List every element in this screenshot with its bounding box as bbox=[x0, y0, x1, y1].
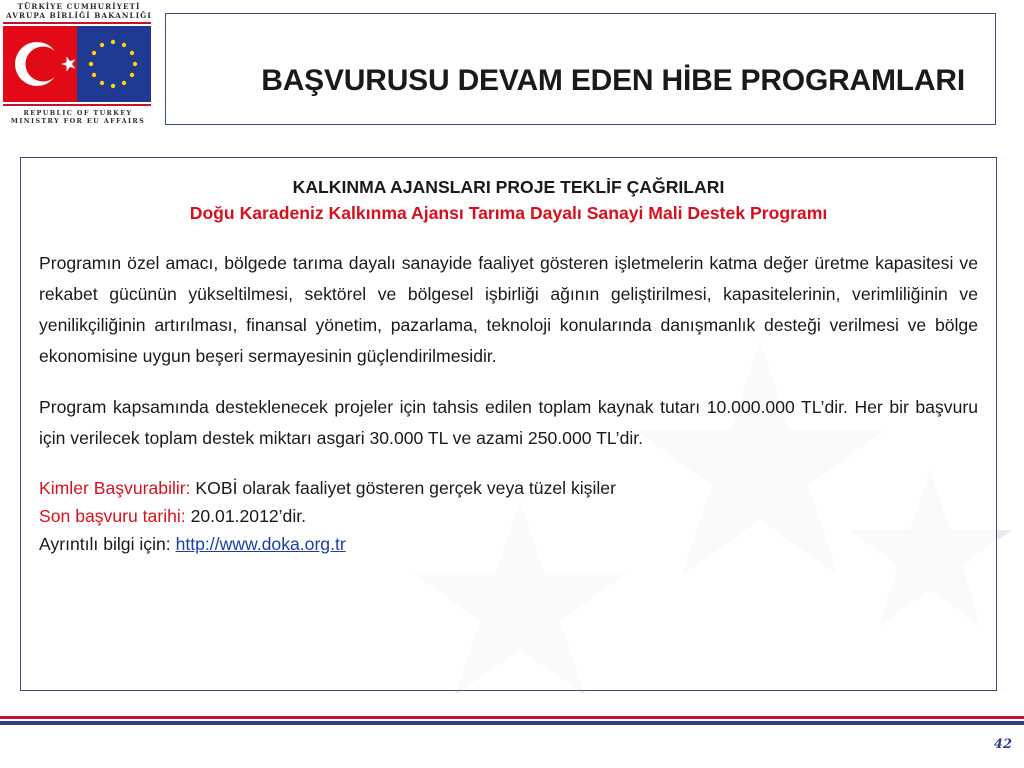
content-frame bbox=[20, 157, 997, 691]
eligibility-line bbox=[39, 474, 978, 502]
title-frame bbox=[165, 13, 996, 125]
info-line bbox=[39, 530, 978, 558]
eligibility-label: Kimler Başvurabilir: bbox=[39, 478, 191, 498]
logo-top-line-1: TÜRKİYE CUMHURİYETİ bbox=[17, 2, 141, 11]
content-body bbox=[39, 174, 978, 558]
program-purpose-paragraph: Programın özel amacı, bölgede tarıma dayalı sanayide faaliyet gösteren işletmelerin katma değer üretme kapasitesi ve rekabet gücünün yükseltilmesi, sektörel ve bölgesel işbirliği ağının geliştirilmesi, kapasitelerinin, verimliliğinin ve yenilikçiliğinin artırılması, finansal yönetim, pazarlama, teknoloji konularında danışmanlık desteği verilmesi ve bölge ekonomisine uygun beşeri sermayesinin güçlendirilmesidir. bbox=[39, 253, 978, 366]
doka-website-link[interactable]: http://www.doka.org.tr bbox=[175, 534, 346, 554]
turkey-eu-flags-emblem bbox=[3, 26, 151, 102]
program-title: Doğu Karadeniz Kalkınma Ajansı Tarıma Dayalı Sanayi Mali Destek Programı bbox=[189, 203, 828, 223]
deadline-line bbox=[39, 502, 978, 530]
section-heading: KALKINMA AJANSLARI PROJE TEKLİF ÇAĞRILARI bbox=[292, 177, 725, 197]
program-budget-paragraph: Program kapsamında desteklenecek projeler için tahsis edilen toplam kaynak tutarı 10.000.000 TL’dir. Her bir başvuru için verilecek toplam destek miktarı asgari 30.000 TL ve azami 250.000 TL’dir. bbox=[39, 397, 978, 448]
deadline-value: 20.01.2012’dir. bbox=[185, 506, 307, 526]
logo-top-text bbox=[6, 2, 152, 20]
logo-bottom-line-1: REPUBLIC OF TURKEY bbox=[23, 109, 133, 117]
page-number: 42 bbox=[993, 737, 1012, 752]
footer-red-bar bbox=[0, 716, 1024, 719]
page-title: BAŞVURUSU DEVAM EDEN HİBE PROGRAMLARI bbox=[261, 64, 965, 97]
logo-bottom-line-2: MINISTRY FOR EU AFFAIRS bbox=[10, 117, 146, 125]
logo-bottom-text bbox=[4, 109, 152, 125]
logo-divider-bottom bbox=[3, 104, 151, 106]
info-label: Ayrıntılı bilgi için: bbox=[39, 534, 176, 554]
ministry-logo bbox=[0, 0, 154, 128]
logo-top-line-2: AVRUPA BİRLİĞİ BAKANLIĞI bbox=[6, 11, 152, 20]
deadline-label: Son başvuru tarihi: bbox=[39, 506, 186, 526]
footer-blue-bar bbox=[0, 721, 1024, 725]
eligibility-value: KOBİ olarak faaliyet gösteren gerçek veya tüzel kişiler bbox=[190, 478, 616, 498]
logo-divider-top bbox=[3, 22, 151, 24]
